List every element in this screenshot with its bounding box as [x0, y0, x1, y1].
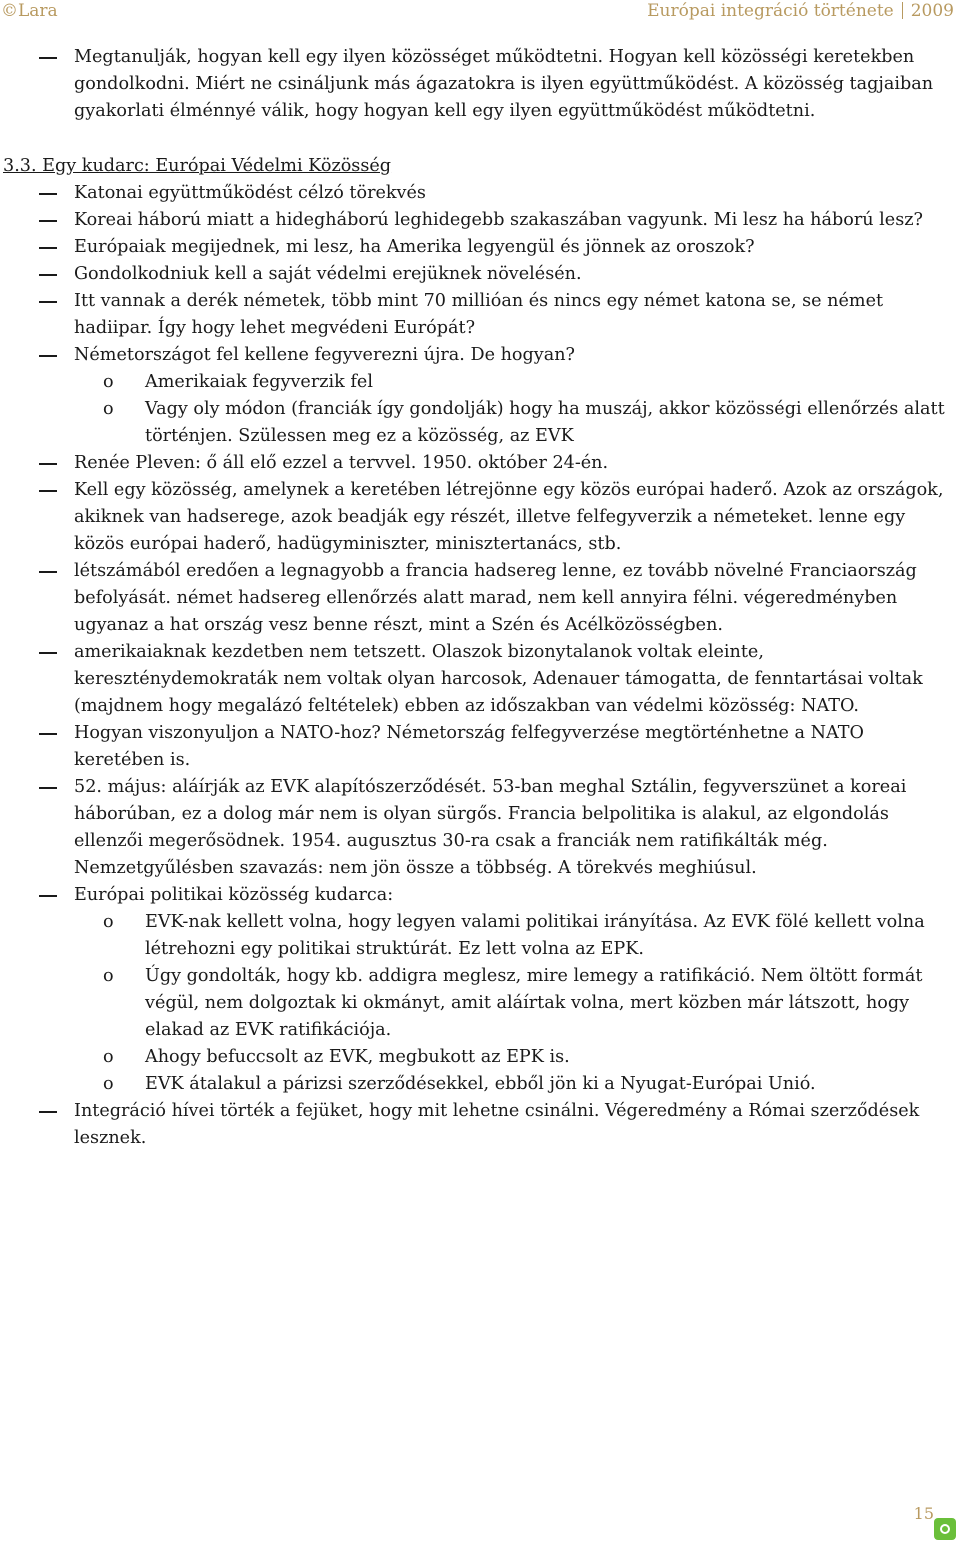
list-item: 52. május: aláírják az EVK alapítószerződését. 53-ban meghal Sztálin, fegyverszünet a koreai háborúban, ez a dolog már nem is olyan sürgős. Francia belpolitika is alakul, az elgondolás ellenzői megerősödnek. 1954. augusztus 30-ra csak a franciák nem ratifikálták még. Nemzetgyűlésben szavazás: nem jön össze a többség. A törekvés meghiúsul.	[0, 774, 960, 882]
header-year: 2009	[910, 1, 954, 21]
circle-bullet: o	[103, 966, 114, 986]
dash-bullet	[39, 355, 57, 357]
dash-bullet	[39, 57, 57, 59]
list-item: létszámából eredően a legnagyobb a francia hadsereg lenne, ez tovább növelné Franciaország befolyását. német hadsereg ellenőrzés alatt marad, nem kell annyira félni. végeredményben ugyanaz a hat ország vesz benne részt, mint a Szén és Acélközösségben.	[0, 558, 960, 639]
list-item: Koreai háború miatt a hidegháború leghidegebb szakaszában vagyunk. Mi lesz ha háború lesz?	[0, 207, 960, 234]
dash-bullet	[39, 463, 57, 465]
list-item: Európai politikai közösség kudarca:	[0, 882, 960, 909]
dash-bullet	[39, 733, 57, 735]
dash-bullet	[39, 220, 57, 222]
dash-bullet	[39, 490, 57, 492]
list-item: Kell egy közösség, amelynek a keretében létrejönne egy közös európai haderő. Azok az országok, akiknek van hadserege, azok beadják egy részét, illetve felfegyverzik a németeket. lenne egy közös európai haderő, hadügyminiszter, minisztertanács, stb.	[0, 477, 960, 558]
header-title: Európai integráció története	[647, 1, 894, 21]
list-item: Integráció hívei törték a fejüket, hogy mit lehetne csinálni. Végeredmény a Római szerződések lesznek.	[0, 1098, 960, 1152]
dash-bullet	[39, 652, 57, 654]
header-separator	[902, 2, 903, 19]
header-title-group	[647, 1, 954, 21]
list-item: Európaiak megijednek, mi lesz, ha Amerika legyengül és jönnek az oroszok?	[0, 234, 960, 261]
list-item: Németországot fel kellene fegyverezni újra. De hogyan?	[0, 342, 960, 369]
dash-bullet	[39, 787, 57, 789]
dash-bullet	[39, 1111, 57, 1113]
list-item: Itt vannak a derék németek, több mint 70 millióan és nincs egy német katona se, se német hadiipar. Így hogy lehet megvédeni Európát?	[0, 288, 960, 342]
circle-bullet: o	[103, 912, 114, 932]
page-header	[0, 0, 960, 24]
list-item: Hogyan viszonyuljon a NATO-hoz? Németország felfegyverzése megtörténhetne a NATO keretében is.	[0, 720, 960, 774]
sub-list-item: o Ahogy befuccsolt az EVK, megbukott az EPK is.	[0, 1044, 960, 1071]
dash-bullet	[39, 301, 57, 303]
sub-list-item: o Amerikaiak fegyverzik fel	[0, 369, 960, 396]
list-item: Megtanulják, hogyan kell egy ilyen közösséget működtetni. Hogyan kell közösségi keretekben gondolkodni. Miért ne csináljunk más ágazatokra is ilyen együttműködést. A közösség tagjaiban gyakorlati élménnyé válik, hogy hogyan kell egy ilyen együttműködést működtetni.	[0, 44, 960, 125]
list-item: amerikaiaknak kezdetben nem tetszett. Olaszok bizonytalanok voltak eleinte, kereszténydemokraták nem voltak olyan harcosok, Adenauer támogatta, de fenntartásai voltak (majdnem hogy megalázó feltételek) ebben az időszakban van védelmi közösség: NATO.	[0, 639, 960, 720]
document-body	[0, 44, 960, 1152]
circle-bullet: o	[103, 1047, 114, 1067]
list-item: Gondolkodniuk kell a saját védelmi erejüknek növelésén.	[0, 261, 960, 288]
dash-bullet	[39, 571, 57, 573]
sub-list-item: o EVK-nak kellett volna, hogy legyen valami politikai irányítása. Az EVK fölé kellett volna létrehozni egy politikai struktúrát. Ez lett volna az EPK.	[0, 909, 960, 963]
app-badge-icon[interactable]	[934, 1518, 956, 1540]
dash-bullet	[39, 193, 57, 195]
list-item: Renée Pleven: ő áll elő ezzel a tervvel. 1950. október 24-én.	[0, 450, 960, 477]
section-heading: 3.3. Egy kudarc: Európai Védelmi Közösség	[3, 156, 392, 176]
page-number: 15	[913, 1504, 934, 1523]
dash-bullet	[39, 895, 57, 897]
header-author: ©Lara	[1, 1, 58, 21]
dash-bullet	[39, 274, 57, 276]
circle-bullet: o	[103, 372, 114, 392]
list-item: Katonai együttműködést célzó törekvés	[0, 180, 960, 207]
circle-bullet: o	[103, 399, 114, 419]
sub-list-item: o Vagy oly módon (franciák így gondolják) hogy ha muszáj, akkor közösségi ellenőrzés alatt történjen. Szülessen meg ez a közösség, az EVK	[0, 396, 960, 450]
circle-bullet: o	[103, 1074, 114, 1094]
dash-bullet	[39, 247, 57, 249]
sub-list-item: o EVK átalakul a párizsi szerződésekkel, ebből jön ki a Nyugat-Európai Unió.	[0, 1071, 960, 1098]
sub-list-item: o Úgy gondolták, hogy kb. addigra meglesz, mire lemegy a ratifikáció. Nem öltött formát végül, nem dolgoztak ki okmányt, amit aláírtak volna, mert közben már látszott, hogy elakad az EVK ratifikációja.	[0, 963, 960, 1044]
